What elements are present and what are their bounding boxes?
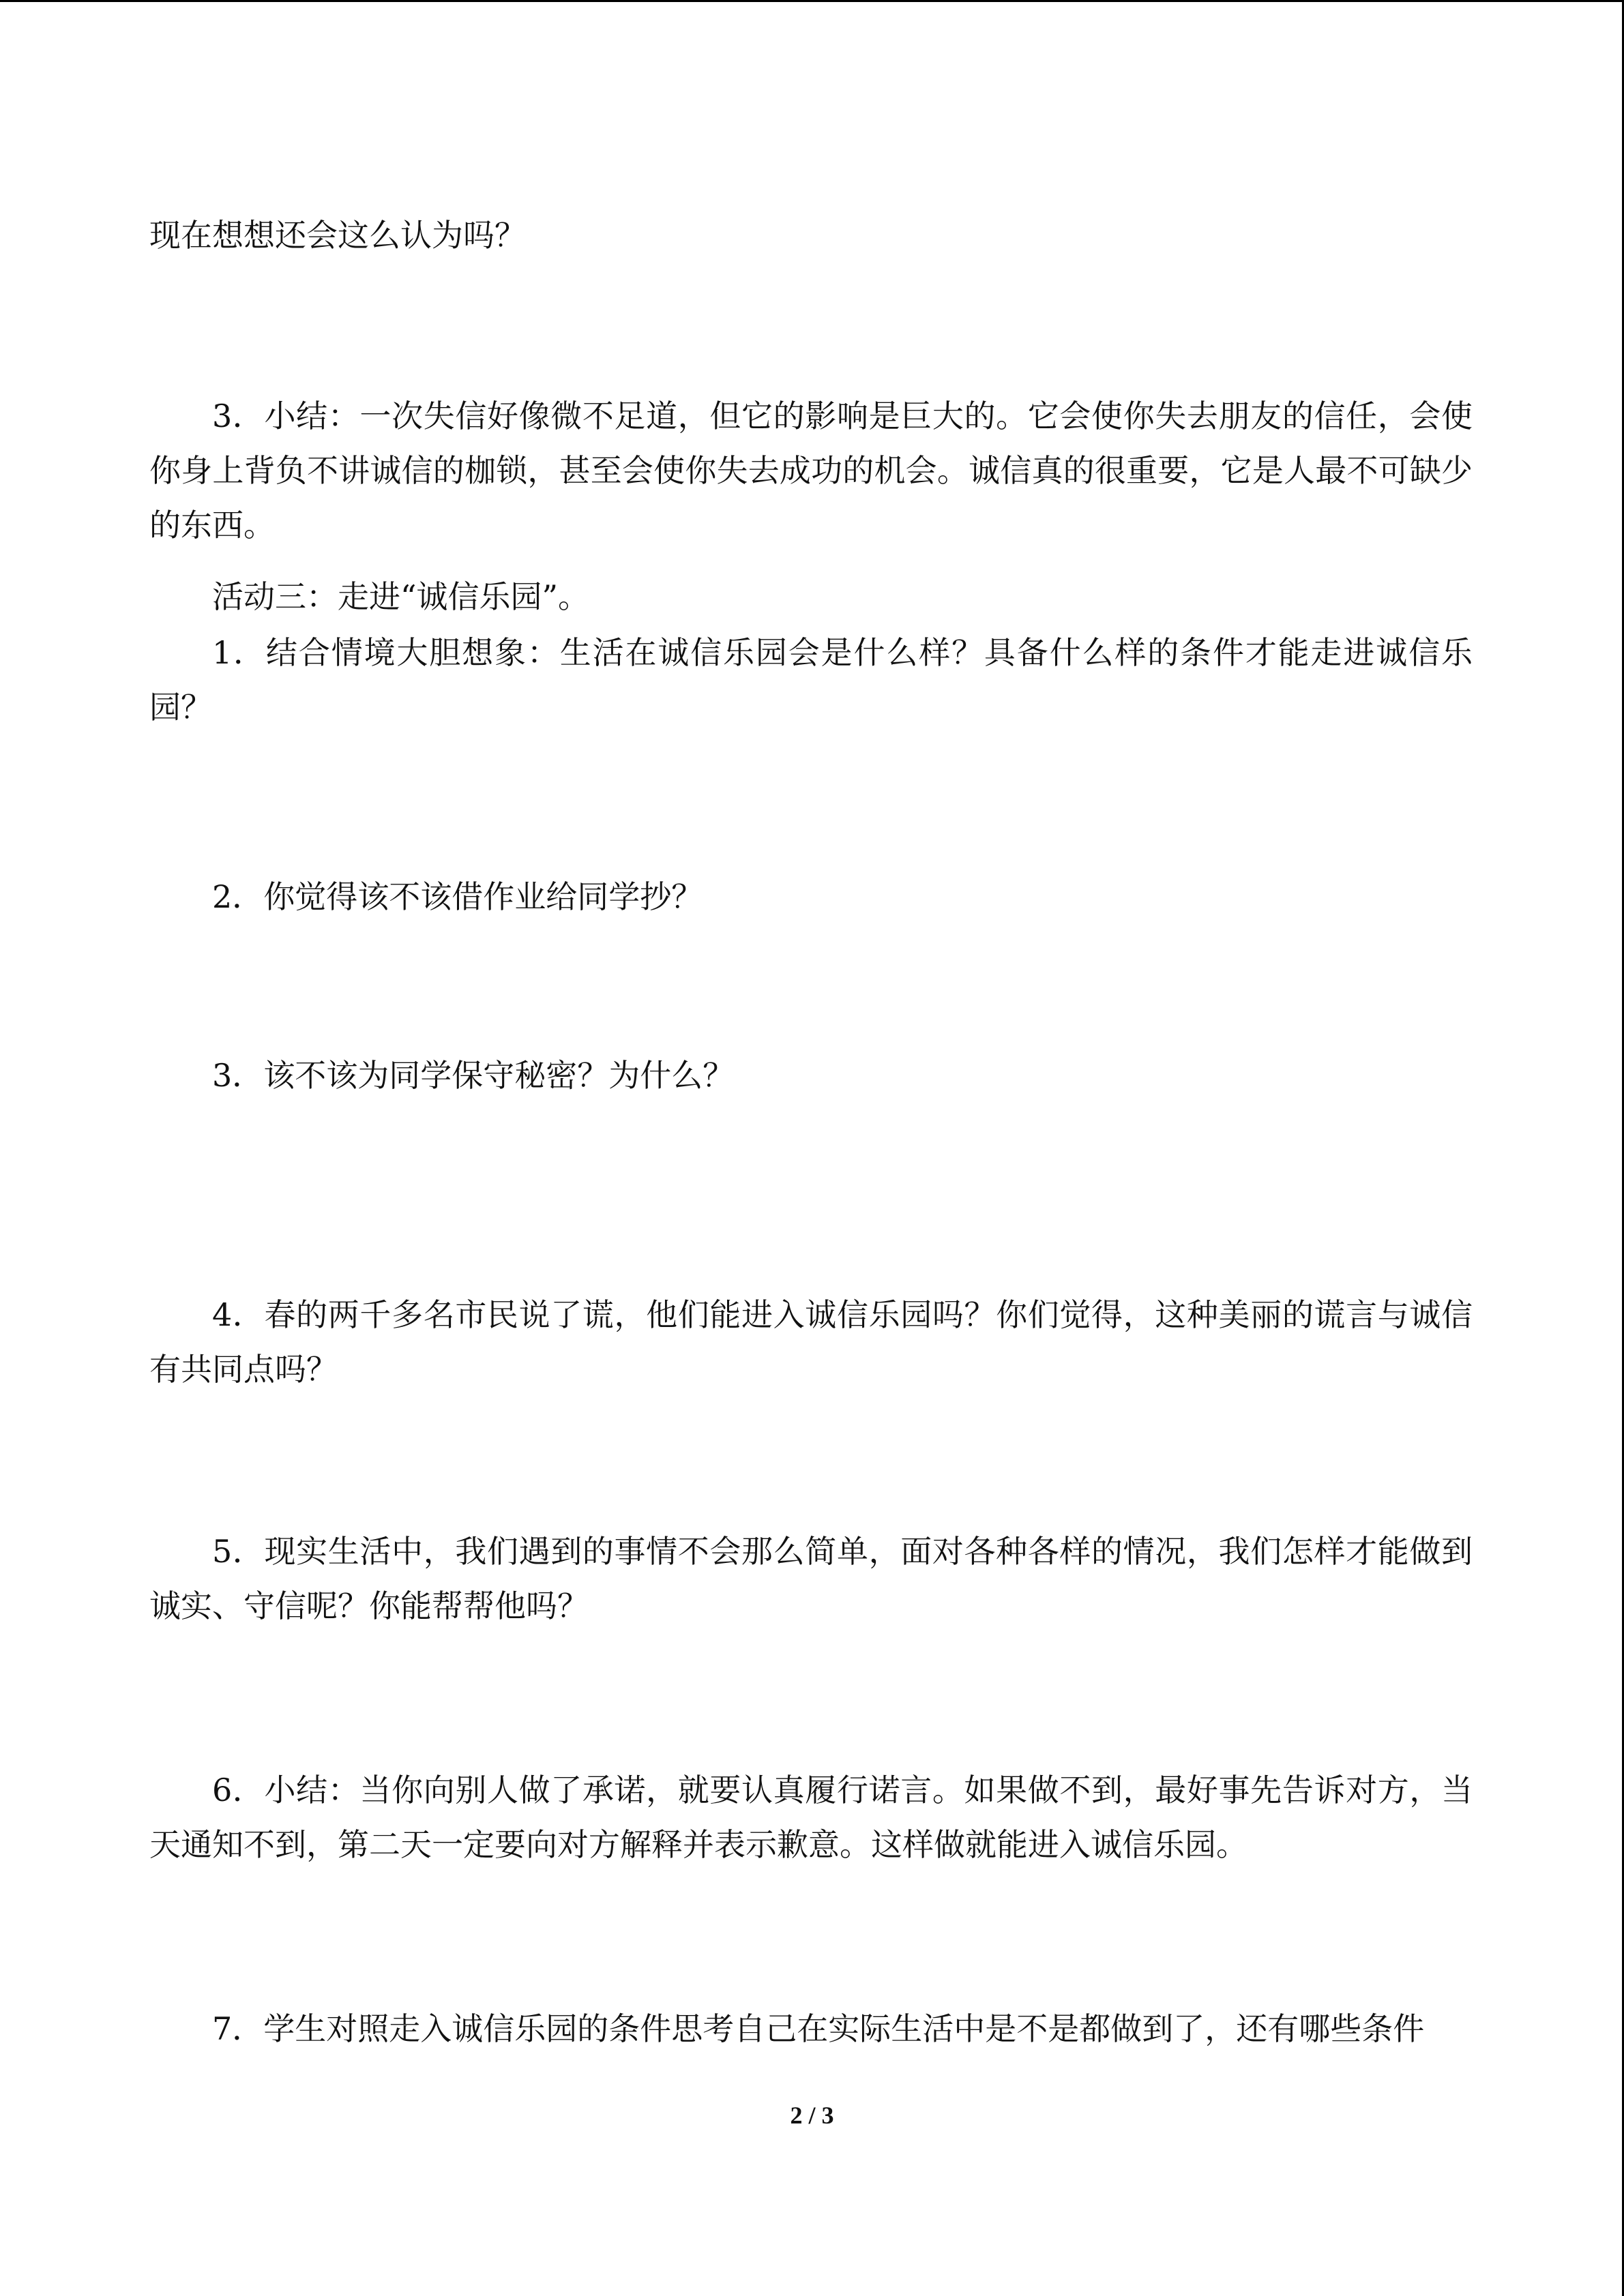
- paragraph-summary-1: 3．小结：一次失信好像微不足道，但它的影响是巨大的。它会使你失去朋友的信任，会使你身上背负不讲诚信的枷锁，甚至会使你失去成功的机会。诚信真的很重要，它是人最不可缺少的东西。: [149, 398, 1473, 543]
- paragraph-activity-three-heading: 活动三：走进“诚信乐园”。: [212, 578, 590, 615]
- paragraph-item-3: 3．该不该为同学保守秘密？为什么？: [212, 1057, 735, 1094]
- top-border: [0, 0, 1624, 2]
- paragraph-item-2: 2．你觉得该不该借作业给同学抄？: [212, 878, 703, 915]
- paragraph-item-6-summary: 6．小结：当你向别人做了承诺，就要认真履行诺言。如果做不到，最好事先告诉对方，当天通知不到，第二天一定要向对方解释并表示歉意。这样做就能进入诚信乐园。: [149, 1772, 1473, 1863]
- page-number: 2 / 3: [790, 2102, 834, 2129]
- paragraph-question-reflect: 现在想想还会这么认为吗？: [149, 217, 526, 254]
- paragraph-item-4: 4．春的两千多名市民说了谎，他们能进入诚信乐园吗？你们觉得，这种美丽的谎言与诚信有共同点吗？: [149, 1296, 1473, 1388]
- paragraph-item-1: 1．结合情境大胆想象：生活在诚信乐园会是什么样？具备什么样的条件才能走进诚信乐园？: [149, 634, 1473, 726]
- paragraph-item-5: 5．现实生活中，我们遇到的事情不会那么简单，面对各种各样的情况，我们怎样才能做到诚实、守信呢？你能帮帮他吗？: [149, 1533, 1473, 1624]
- paragraph-item-7: 7．学生对照走入诚信乐园的条件思考自己在实际生活中是不是都做到了，还有哪些条件: [212, 2010, 1425, 2047]
